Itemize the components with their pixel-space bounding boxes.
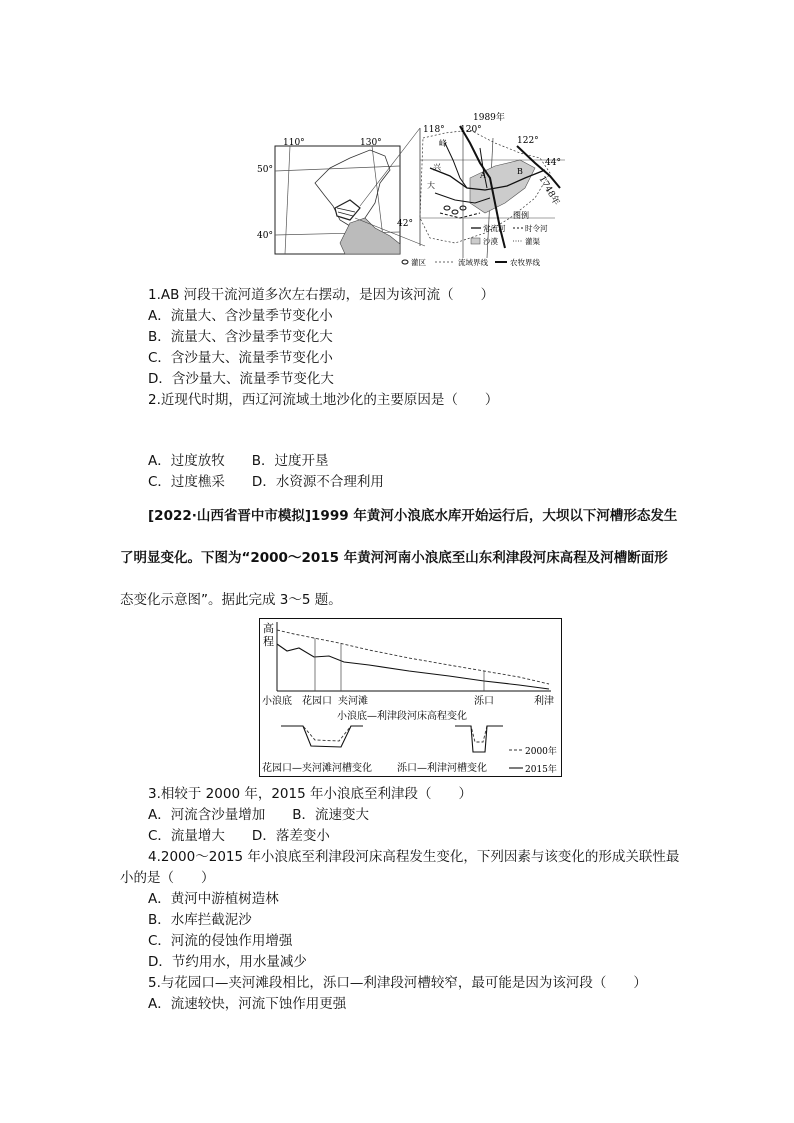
legend-irrigation: 灌区 (411, 258, 426, 267)
legend-farm-pasture: 农牧界线 (510, 258, 540, 267)
lon-130-label: 130° (360, 138, 382, 148)
intro-line-1: [2022·山西省晋中市模拟]1999 年黄河小浪底水库开始运行后，大坝以下河槽形态发生 (148, 508, 678, 524)
q4-option-d: D．节约用水，用水量减少 (148, 954, 307, 970)
lon-118-label: 118° (423, 125, 445, 135)
lat-44-label: 44° (545, 158, 561, 168)
year-1748-label: 1748年 (536, 174, 562, 208)
place-da-label: 大 (427, 181, 435, 190)
q5-stem: 5.与花园口—夹河滩段相比，泺口—利津段河槽较窄，最可能是因为该河段（ ） (148, 975, 647, 991)
legend-basin: 流域界线 (458, 258, 488, 267)
xiliao-river-map (255, 108, 565, 273)
q2-stem: 2.近现代时期，西辽河流域土地沙化的主要原因是（ ） (148, 392, 499, 408)
legend-seasonal: 时令河 (525, 224, 548, 233)
intro-line-3: 态变化示意图”。据此完成 3～5 题。 (120, 592, 342, 608)
lat-50-label: 50° (257, 165, 273, 175)
site-huayuankou: 花园口 (302, 696, 332, 707)
q1-option-a: A．流量大、含沙量季节变化小 (148, 308, 333, 324)
legend-2000: 2000年 (525, 747, 557, 757)
caption-left-section: 花园口—夹河滩河槽变化 (262, 763, 372, 774)
legend-canal: 灌渠 (525, 237, 540, 246)
intro-line-2: 了明显变化。下图为“2000～2015 年黄河河南小浪底至山东利津段河床高程及河槽断面形 (120, 550, 668, 566)
q3-options-row2: C．流量增大 D．落差变小 (148, 828, 330, 844)
point-a-label: A (480, 171, 486, 180)
legend-desert: 沙漠 (483, 237, 498, 246)
lat-42-label: 42° (397, 219, 413, 229)
point-b-label: B (517, 167, 523, 176)
q4-option-b: B．水库拦截泥沙 (148, 912, 252, 928)
q4-stem-line1: 4.2000～2015 年小浪底至利津段河床高程发生变化，下列因素与该变化的形成关联性最 (148, 849, 680, 865)
lon-120-label: 120° (460, 125, 482, 135)
lon-122-label: 122° (517, 136, 539, 146)
q1-stem: 1.AB 河段干流河道多次左右摆动，是因为该河流（ ） (148, 287, 495, 303)
legend-perennial: 常流河 (483, 224, 506, 233)
q4-option-a: A．黄河中游植树造林 (148, 891, 279, 907)
q5-option-a: A．流速较快，河流下蚀作用更强 (148, 996, 347, 1012)
q2-options-row1: A．过度放牧 B．过度开垦 (148, 453, 329, 469)
q3-stem: 3.相较于 2000 年，2015 年小浪底至利津段（ ） (148, 786, 472, 802)
caption-profile: 小浪底—利津段河床高程变化 (337, 711, 467, 722)
ylabel-gao: 高 (263, 622, 274, 635)
q1-option-b: B．流量大、含沙量季节变化大 (148, 329, 333, 345)
place-feng-label: 峰 (439, 139, 447, 148)
site-luokou: 泺口 (474, 696, 494, 707)
caption-right-section: 泺口—利津河槽变化 (397, 763, 487, 774)
site-jiahetan: 夹河滩 (338, 696, 368, 707)
site-xiaolangdi: 小浪底 (262, 696, 292, 707)
place-xing-label: 兴 (433, 163, 441, 172)
legend-2015: 2015年 (525, 765, 557, 775)
lon-110-label: 110° (283, 138, 305, 148)
ylabel-cheng: 程 (263, 635, 274, 648)
q4-option-c: C．河流的侵蚀作用增强 (148, 933, 293, 949)
q1-option-d: D．含沙量大、流量季节变化大 (148, 371, 334, 387)
q1-option-c: C．含沙量大、流量季节变化小 (148, 350, 333, 366)
legend-title: 图例 (513, 211, 529, 220)
q2-options-row2: C．过度樵采 D．水资源不合理利用 (148, 474, 384, 490)
year-1989-label: 1989年 (473, 113, 505, 123)
q4-stem-line2: 小的是（ ） (120, 870, 215, 886)
yellow-river-figure (259, 618, 562, 777)
lat-40-label: 40° (257, 231, 273, 241)
site-lijin: 利津 (534, 696, 554, 707)
q3-options-row1: A．河流含沙量增加 B．流速变大 (148, 807, 369, 823)
